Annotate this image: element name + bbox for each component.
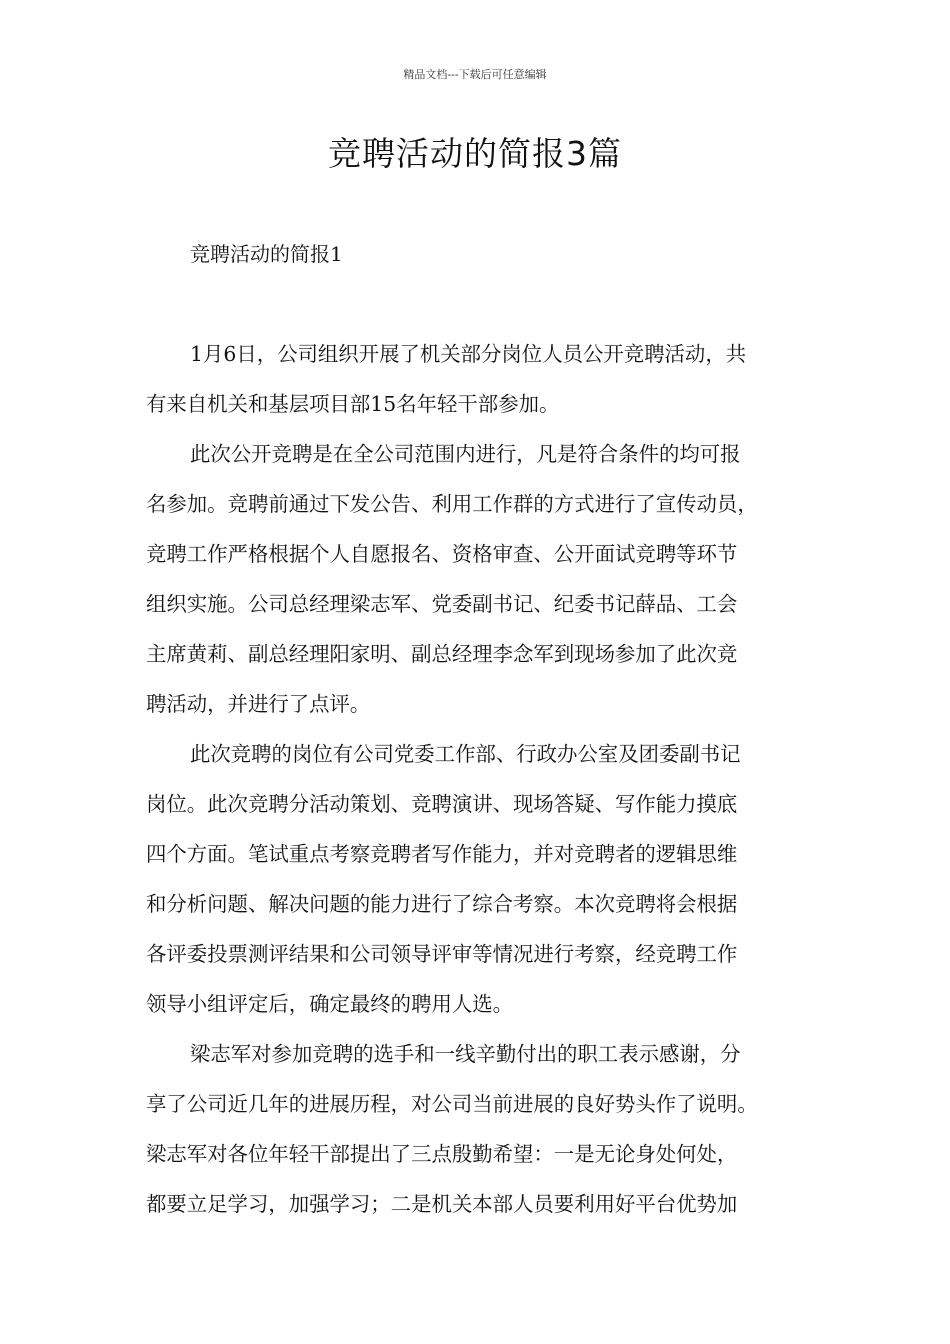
paragraph-line: 梁志军对参加竞聘的选手和一线辛勤付出的职工表示感谢，分 (190, 1042, 741, 1066)
paragraph-line: 领导小组评定后，确定最终的聘用人选。 (146, 992, 514, 1016)
paragraph-line: 聘活动，并进行了点评。 (146, 692, 371, 716)
paragraph-line: 各评委投票测评结果和公司领导评审等情况进行考察，经竞聘工作 (146, 942, 738, 966)
paragraph-line: 梁志军对各位年轻干部提出了三点殷勤希望：一是无论身处何处， (146, 1142, 738, 1166)
paragraph-line: 享了公司近几年的进展历程，对公司当前进展的良好势头作了说明。 (146, 1092, 758, 1116)
paragraph-line: 主席黄莉、副总经理阳家明、副总经理李念军到现场参加了此次竞 (146, 642, 738, 666)
section-heading: 竞聘活动的简报1 (190, 242, 343, 266)
paragraph-line: 组织实施。公司总经理梁志军、党委副书记、纪委书记薛品、工会 (146, 592, 738, 616)
paragraph-line: 和分析问题、解决问题的能力进行了综合考察。本次竞聘将会根据 (146, 892, 738, 916)
document-title: 竞聘活动的简报3篇 (328, 134, 622, 173)
paragraph-line: 都要立足学习，加强学习；二是机关本部人员要利用好平台优势加 (146, 1192, 738, 1216)
paragraph-line: 1月6日，公司组织开展了机关部分岗位人员公开竞聘活动，共 (190, 342, 747, 366)
paragraph-line: 四个方面。笔试重点考察竞聘者写作能力，并对竞聘者的逻辑思维 (146, 842, 738, 866)
paragraph-line: 有来自机关和基层项目部15名年轻干部参加。 (146, 392, 560, 416)
paragraph-line: 竞聘工作严格根据个人自愿报名、资格审查、公开面试竞聘等环节 (146, 542, 738, 566)
paragraph-line: 岗位。此次竞聘分活动策划、竞聘演讲、现场答疑、写作能力摸底 (146, 792, 738, 816)
paragraph-line: 此次竞聘的岗位有公司党委工作部、行政办公室及团委副书记 (190, 742, 741, 766)
header-note: 精品文档---下载后可任意编辑 (403, 68, 547, 81)
paragraph-line: 此次公开竞聘是在全公司范围内进行，凡是符合条件的均可报 (190, 442, 741, 466)
paragraph-line: 名参加。竞聘前通过下发公告、利用工作群的方式进行了宣传动员， (146, 492, 758, 516)
